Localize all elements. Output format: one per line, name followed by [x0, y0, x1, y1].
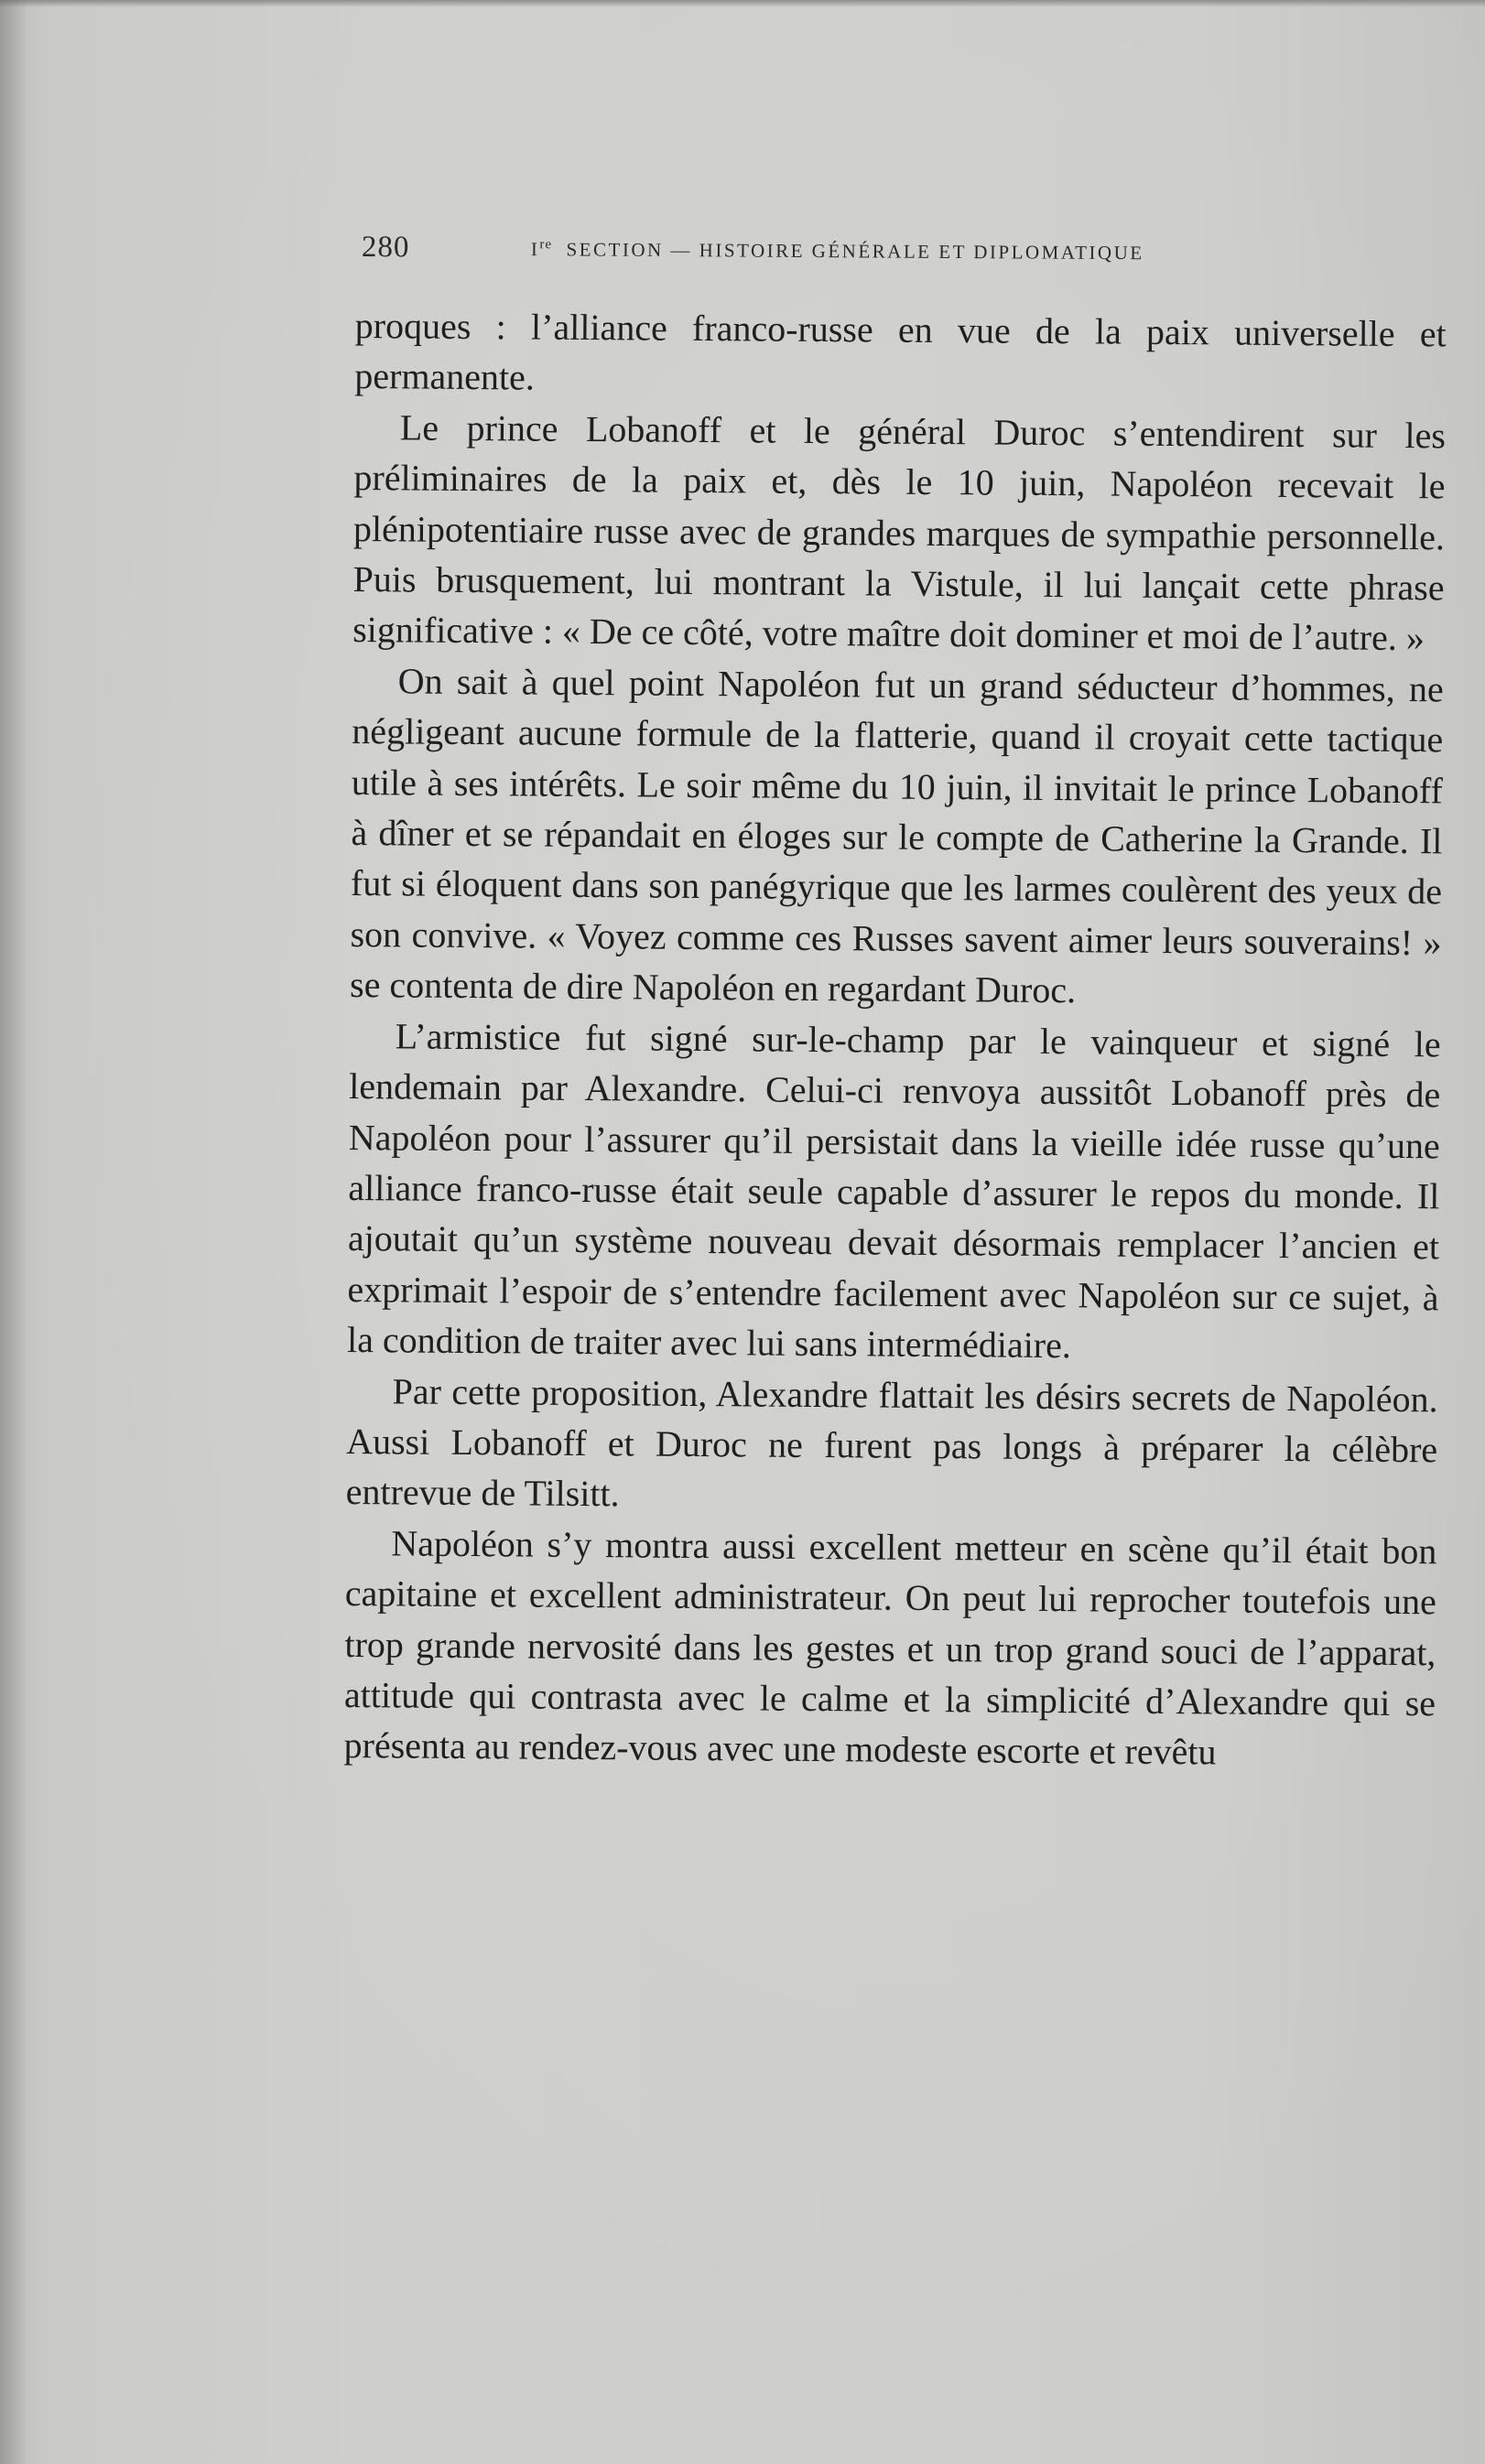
section-number: I: [530, 238, 540, 261]
paragraph: Par cette proposition, Alexandre flattait les désirs secrets de Napoléon. Aussi Lobanoff et Duroc ne furent pas longs à préparer la célèbre entrevue de Tilsitt.: [345, 1369, 1438, 1515]
running-head: [531, 237, 1144, 265]
page-header: [362, 231, 1286, 276]
body-text: [343, 300, 1447, 1779]
section-title: SECTION — HISTOIRE GÉNÉRALE ET DIPLOMATIQUE: [566, 238, 1144, 265]
paragraph: L’armistice fut signé sur-le-champ par le vainqueur et signé le lendemain par Alexandre. Celui-ci renvoya aussitôt Lobanoff près de Napoléon pour l’assurer qu’il persistait dans la vieille idée russe qu’une alliance franco-russe était seule capable d’assurer le repos du monde. Il ajoutait qu’un système nouveau devait désormais remplacer l’ancien et exprimait l’espoir de s’entendre facilement avec Napoléon sur ce sujet, à la condition de traiter avec lui sans intermédiaire.: [346, 1015, 1441, 1367]
page-top-edge: [0, 0, 1485, 7]
paragraph: Le prince Lobanoff et le général Duroc s’entendirent sur les préliminaires de la paix et, dès le 10 juin, Napoléon recevait le plénipotentiaire russe avec de grandes marques de sympathie personnelle. Puis brusquement, lui montrant la Vistule, il lui lançait cette phrase significative : « De ce côté, votre maître doit dominer et moi de l’autre. »: [352, 406, 1447, 659]
page-number: 280: [361, 231, 410, 265]
paragraph: Napoléon s’y montra aussi excellent metteur en scène qu’il était bon capitaine et excellent administrateur. On peut lui reprocher toutefois une trop grande nervosité dans les gestes et un trop grand souci de l’apparat, attitude qui contrasta avec le calme et la simplicité d’Alexandre qui se présenta au rendez-vous avec une modeste escorte et revêtu: [343, 1522, 1437, 1773]
paragraph-continuation: proques : l’alliance franco-russe en vue de la paix universelle et permanente.: [354, 304, 1447, 398]
paragraph: On sait à quel point Napoléon fut un grand séducteur d’hommes, ne négligeant aucune formule de la flatterie, quand il croyait cette tactique utile à ses intérêts. Le soir même du 10 juin, il invitait le prince Lobanoff à dîner et se répandait en éloges sur le compte de Catherine la Grande. Il fut si éloquent dans son panégyrique que les larmes coulèrent des yeux de son convive. « Voyez comme ces Russes savent aimer leurs souverains! » se contenta de dire Napoléon en regardant Duroc.: [349, 660, 1444, 1011]
section-number-superscript: re: [539, 237, 553, 253]
binding-shadow: [0, 0, 27, 2464]
